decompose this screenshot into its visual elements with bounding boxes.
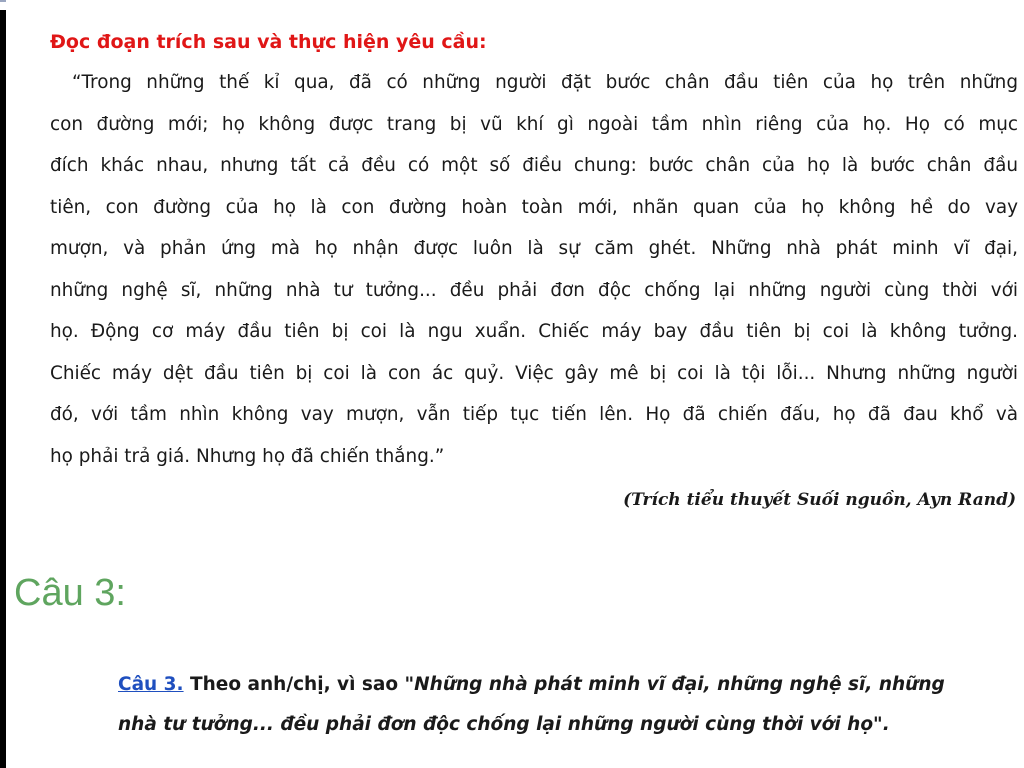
passage-line: đó, với tầm nhìn không vay mượn, vẫn tiếp tục tiến lên. Họ đã chiến đấu, họ đã đau khổ và — [50, 404, 1018, 425]
passage-line: Chiếc máy dệt đầu tiên bị coi là con ác quỷ. Việc gây mê bị coi là tội lỗi... Nhưng những người — [50, 362, 1018, 384]
question-quote-part-2: nhà tư tưởng... đều phải đơn độc chống lại những người cùng thời với họ". — [118, 714, 890, 735]
document-page — [6, 0, 1024, 768]
question-heading: Câu 3: — [14, 572, 126, 614]
excerpt-block — [50, 22, 1018, 523]
question-lead: Theo anh/chị, vì sao — [183, 674, 405, 695]
question-line-1 — [118, 665, 1018, 705]
question-label: Câu 3. — [118, 674, 184, 695]
question-block — [118, 665, 1018, 745]
passage-line: họ. Động cơ máy đầu tiên bị coi là ngu xuẩn. Chiếc máy bay đầu tiên bị coi là không tưởng. — [50, 321, 1018, 342]
passage-line: mượn, và phản ứng mà họ nhận được luôn là sự căm ghét. Những nhà phát minh vĩ đại, — [50, 238, 1018, 259]
passage-line: “Trong những thế kỉ qua, đã có những người đặt bước chân đầu tiên của họ trên những — [72, 72, 1018, 93]
passage-line: tiên, con đường của họ là con đường hoàn toàn mới, nhãn quan của họ không hề do vay — [50, 196, 1018, 218]
passage-line: con đường mới; họ không được trang bị vũ khí gì ngoài tầm nhìn riêng của họ. Họ có mục — [50, 113, 1018, 135]
citation: (Trích tiểu thuyết Suối nguồn, Ayn Rand) — [623, 490, 1016, 510]
passage-line: những nghệ sĩ, những nhà tư tưởng... đều phải đơn độc chống lại những người cùng thời với — [50, 279, 1018, 301]
passage-line: đích khác nhau, nhưng tất cả đều có một số điều chung: bước chân của họ là bước chân đầu — [50, 155, 1018, 176]
instruction-heading: Đọc đoạn trích sau và thực hiện yêu cầu: — [50, 31, 487, 53]
passage-line: họ phải trả giá. Nhưng họ đã chiến thắng.” — [50, 445, 445, 467]
question-quote-part-1: "Những nhà phát minh vĩ đại, những nghệ sĩ, những — [404, 674, 945, 695]
